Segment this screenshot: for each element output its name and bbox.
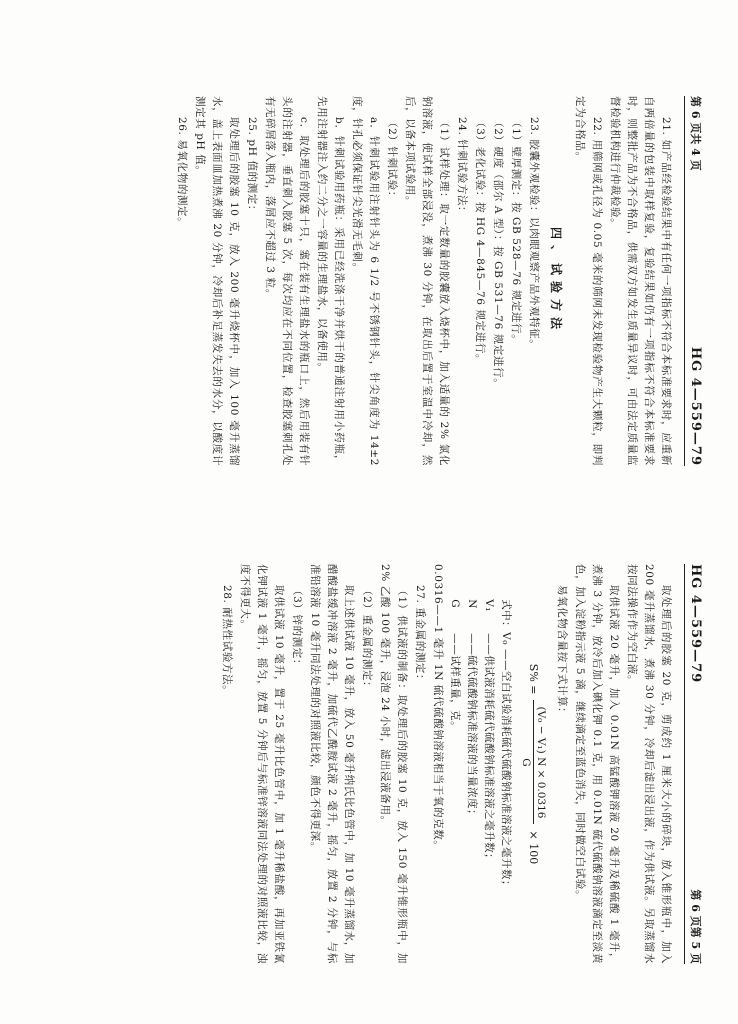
formula-numerator: (V₀ − V₁) N × 0.0316 [533, 700, 547, 824]
clause-23-3: （3）老化试验：按 HG 4—845—76 规定进行。 [474, 117, 486, 366]
formula-fraction [520, 700, 547, 824]
zinc-procedure: 取供试液 10 毫升，置于 25 毫升比色管中，加 1 毫升稀盐酸，再加亚铁氰化钾试液 1 毫升，摇匀，放置 5 分钟后与标准锌溶液同法处理的对照液比较，浊度不得更大。 [239, 564, 285, 964]
clause-24-b: b．针刺试验用药瓶：采用已经洗涤干净并烘干的普通注射用小药瓶，先用注射器注入约二分之一容量的生理盐水，以备使用。 [316, 96, 345, 466]
heavy-metal-procedure: 取上述供试液 10 毫升，放入 50 毫升纳氏比色管中，加 10 毫升蒸馏水，加醋酸盐缓冲溶液 2 毫升，加硫代乙酰胺试液 2 毫升，摇匀，放置 2 分钟，与标准铅溶液 10 毫升同法处理的对照液比较，颜色不得更深。 [309, 564, 355, 964]
right-page [0, 512, 738, 1024]
right-page-header [684, 564, 704, 964]
variable-row [480, 599, 497, 964]
clause-27-1: （1）供试液的制备：取处理后的胶塞 10 克，放入 150 毫升锥形瓶中，加 2% 乙酸 100 毫升，浸泡 24 小时，滤出浸液备用。 [379, 564, 408, 964]
clause-24-1: （1）试样处理：取一定数量的胶囊放入烧杯中，加入适量的 2% 氯化钠溶液，使试样全部浸没，煮沸 30 分钟，在取出后置于室温中冷却，然后，以备本项试验用。 [404, 96, 450, 466]
variable-description: ——空白试验消耗硫代硫酸钠标准溶液之毫升数； [500, 648, 512, 891]
right-page-number: 第 6 页第 5 页 [689, 889, 702, 964]
variable-description: ——硫代硫酸钠标准溶液的当量浓度； [466, 633, 478, 821]
clause-26: 26. 易氧化物的测定。 [176, 117, 188, 229]
clause-23: 23. 胶囊外观检验：以肉眼观察产品外观特征。 [528, 117, 540, 351]
clause-28: 28. 耐热性试验方法。 [221, 585, 233, 697]
section-title-test-methods: 四、试验方法 [549, 226, 563, 335]
formula-denominator: G [520, 758, 532, 767]
oxidizable-titration: 取供试液 20 毫升，加入 0.01N 高锰酸钾溶液 20 毫升及稀硫酸 1 毫升，煮沸 3 分钟，放冷后加入碘化钾 0.1 克，用 0.01N 硫代硫酸钠溶液滴定至淡黄色，加入淀粉指示液 5 滴，继续滴定至蓝色消失，同时做空白试验。 [574, 564, 620, 964]
variable-row [497, 599, 514, 964]
variable-symbol: V₁ [483, 599, 495, 612]
variable-description: ——供试液消耗硫代硫酸钠标准溶液之毫升数； [483, 633, 495, 865]
clause-24-a: a．针刺试验用注射针头为 6 1/2 号不锈钢针头，针尖角度为 14±2 度，针孔必须保证针尖光滑无毛刺。 [351, 96, 380, 466]
constant-definition: 0.0316——1 毫升 1N 硫代硫酸钠溶液相当于氧的克数。 [432, 564, 444, 852]
oxidizable-formula [520, 564, 547, 964]
clause-27-2: （2）重金属的测定： [361, 585, 373, 693]
formula-lhs: S% = [527, 663, 540, 695]
left-page-header [684, 96, 704, 466]
clause-24-c: c．取处理后的胶塞十只，塞在装有生理盐水的瓶口上，然后用装有针头的注射器，垂直刺入胶塞 5 次，每次均应在不同位置，检查胶塞刺孔处有无碎屑落入瓶内，落屑应不超过 3 粒。 [264, 96, 310, 466]
left-standard-code: HG 4—559—79 [688, 346, 703, 466]
clause-24: 24. 针刺试验方法： [456, 117, 468, 218]
clause-27-3: （3）锌的测定： [291, 585, 303, 670]
clause-22: 22. 用筛网或孔径为 0.05 毫米的筛网未发现检验物产生大颗粒，即判定为合格品。 [574, 96, 603, 466]
variable-symbol: 式中：V₀ [500, 599, 512, 645]
clause-23-1: （1）壁厚测定：按 GB 528—76 规定进行。 [510, 117, 522, 346]
right-standard-code: HG 4—559—79 [688, 564, 703, 684]
formula-multiplier: × 100 [527, 830, 540, 865]
clause-23-2: （2）硬度（邵尔 A 型）：按 GB 531—76 规定进行。 [492, 117, 504, 390]
oxidizable-sample-prep: 取处理后的胶塞 20 克，剪成约 1 厘米大小的碎块，放入锥形瓶中，加入 200 毫升蒸馏水，煮沸 30 分钟，冷却后滤出浸出液，作为供试液。另取蒸馏水按同法操作作为空白液。 [626, 564, 672, 964]
variable-description: ——试样重量，克。 [449, 633, 461, 733]
left-page-number: 第 6 页共 4 页 [689, 96, 702, 171]
formula-variable-list [446, 564, 514, 964]
oxidizable-formula-intro: 易氧化物含量按下式计算： [556, 585, 568, 719]
clause-27: 27. 重金属的测定： [414, 585, 426, 686]
clause-25-1: 取处理后的胶塞 10 克，放入 200 毫升烧杯中，加入 100 毫升蒸馏水，盖上表面皿加热煮沸 20 分钟，冷却后补足蒸发失去的水分，以酸度计测定其 pH 值。 [194, 96, 240, 466]
clause-24-2: （2）针刺试验： [386, 117, 398, 202]
clause-25: 25. pH 值的测定： [246, 117, 258, 216]
variable-symbol: N [466, 599, 478, 609]
variable-symbol: G [449, 599, 461, 609]
variable-row [446, 599, 463, 964]
variable-row [463, 599, 480, 964]
clause-21: 21. 如产品经检验结果中有任何一项指标不符合本标准要求时，应重新自两倍量的包装中取样复验，复验结果如仍有一项指标不符合本标准要求时，则整批产品为不合格品，供需双方如发生质量异议时，可由法定质量监督检验机构进行仲裁检验。 [609, 96, 672, 466]
